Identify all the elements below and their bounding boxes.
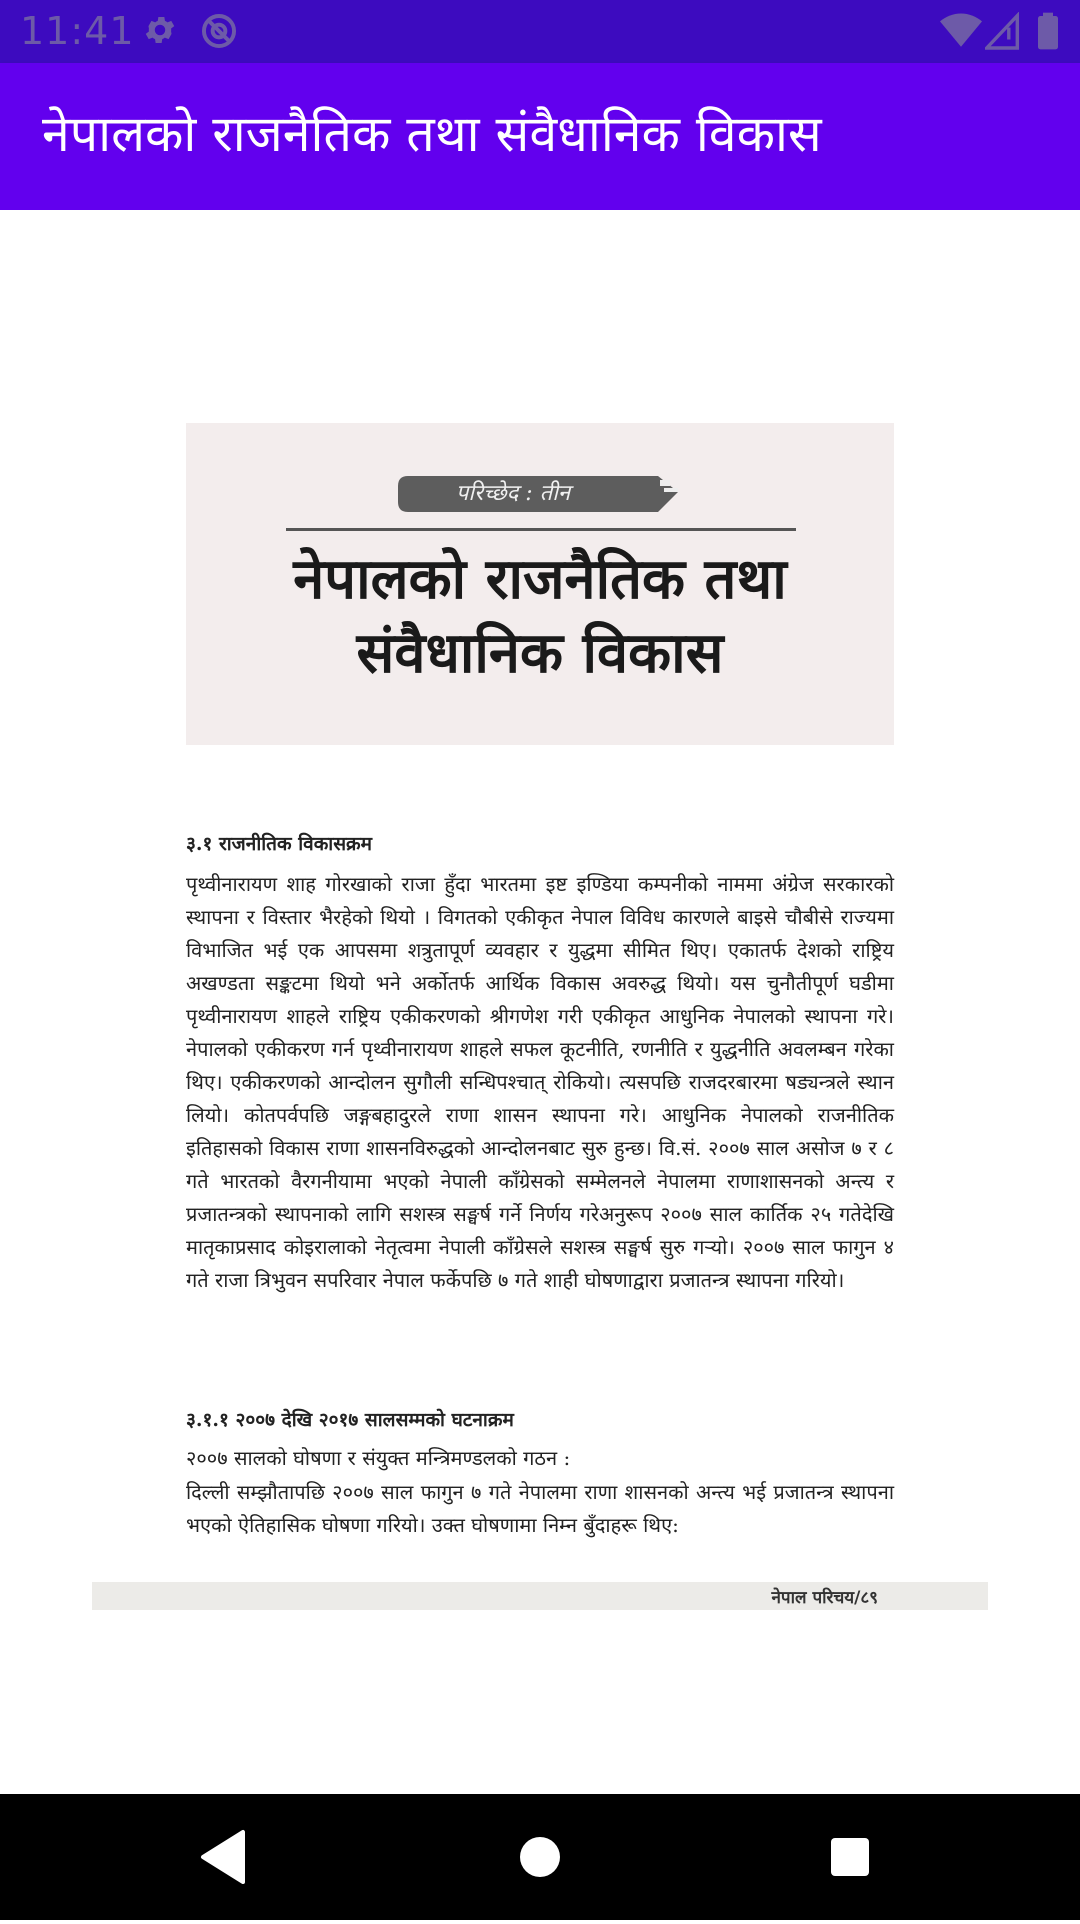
chapter-label: परिच्छेद : तीन — [455, 481, 571, 506]
chapter-title-line1: नेपालको राजनैतिक तथा — [293, 547, 787, 612]
section-heading: ३.१ राजनीतिक विकासक्रम — [186, 833, 372, 855]
page-viewer[interactable] — [0, 210, 1080, 1794]
page-number: नेपाल परिचय/८९ — [771, 1588, 878, 1608]
subsection-heading: ३.१.१ २००७ देखि २०१७ सालसम्मको घटनाक्रम — [186, 1409, 514, 1431]
page-footer — [92, 1582, 988, 1610]
recents-icon[interactable] — [790, 1794, 910, 1920]
navigation-bar — [0, 1794, 1080, 1920]
back-icon[interactable] — [165, 1794, 285, 1920]
chapter-header — [186, 423, 894, 745]
wifi-icon — [940, 12, 982, 54]
chapter-label-tag — [398, 476, 648, 512]
app-title: नेपालको राजनैतिक तथा संवैधानिक विकास — [42, 105, 822, 163]
chapter-divider — [286, 528, 796, 531]
body-paragraph: पृथ्वीनारायण शाह गोरखाको राजा हुँदा भारतमा इष्ट इण्डिया कम्पनीको नाममा अंग्रेज सरकारको स्थापना र विस्तार भैरहेको थियो । विगतको एकीकृत नेपाल विविध कारणले बाइसे चौबीसे राज्यमा विभाजित भई एक आपसमा शत्रुतापूर्ण व्यवहार र युद्धमा सीमित थिए। एकातर्फ देशको राष्ट्रिय अखण्डता सङ्कटमा थियो भने अर्कोतर्फ आर्थिक विकास अवरुद्ध थियो। यस चुनौतीपूर्ण घडीमा पृथ्वीनारायण शाहले राष्ट्रिय एकीकरणको श्रीगणेश गरी एकीकृत आधुनिक नेपालको स्थापना गरे। नेपालको एकीकरण गर्न पृथ्वीनारायण शाहले सफल कूटनीति, रणनीति र युद्धनीति अवलम्बन गरेका थिए। एकीकरणको आन्दोलन सुगौली सन्धिपश्चात् रोकियो। त्यसपछि राजदरबारमा षड्यन्त्रले स्थान लियो। कोतपर्वपछि जङ्गबहादुरले राणा शासन स्थापना गरे। आधुनिक नेपालको राजनीतिक इतिहासको विकास राणा शासनविरुद्धको आन्दोलनबाट सुरु हुन्छ। वि.सं. २००७ साल असोज ७ र ८ गते भारतको वैरगनीयामा भएको नेपाली काँग्रेसको सम्मेलनले नेपालमा राणाशासनको अन्त्य र प्रजातन्त्रको स्थापनाको लागि सशस्त्र सङ्घर्ष गर्ने निर्णय गरेअनुरूप २००७ साल कार्तिक २५ गतेदेखि मातृकाप्रसाद कोइरालाको नेतृत्वमा नेपाली काँग्रेसले सशस्त्र सङ्घर्ष सुरु गऱ्यो। २००७ साल फागुन ४ गते राजा त्रिभुवन सपरिवार नेपाल फर्केपछि ७ गते शाही घोषणाद्वारा प्रजातन्त्र स्थापना गरियो। — [186, 872, 894, 1292]
home-icon[interactable] — [480, 1794, 600, 1920]
battery-icon — [1038, 12, 1058, 54]
signal-icon — [985, 12, 1019, 54]
body-paragraph-2: दिल्ली सम्झौतापछि २००७ साल फागुन ७ गते नेपालमा राणा शासनको अन्त्य भई प्रजातन्त्र स्थापना भएको ऐतिहासिक घोषणा गरियो। उक्त घोषणामा निम्न बुँदाहरू थिए: — [186, 1480, 894, 1537]
do-not-disturb-icon — [200, 12, 238, 54]
status-bar — [0, 0, 1080, 63]
gear-icon — [142, 12, 178, 52]
chapter-title-line2: संवैधानिक विकास — [356, 621, 724, 686]
status-time: 11:41 — [20, 9, 135, 53]
chapter-title — [186, 543, 894, 691]
app-bar — [0, 63, 1080, 210]
subsection-subtitle: २००७ सालको घोषणा र संयुक्त मन्त्रिमण्डलको गठन : — [186, 1446, 571, 1470]
